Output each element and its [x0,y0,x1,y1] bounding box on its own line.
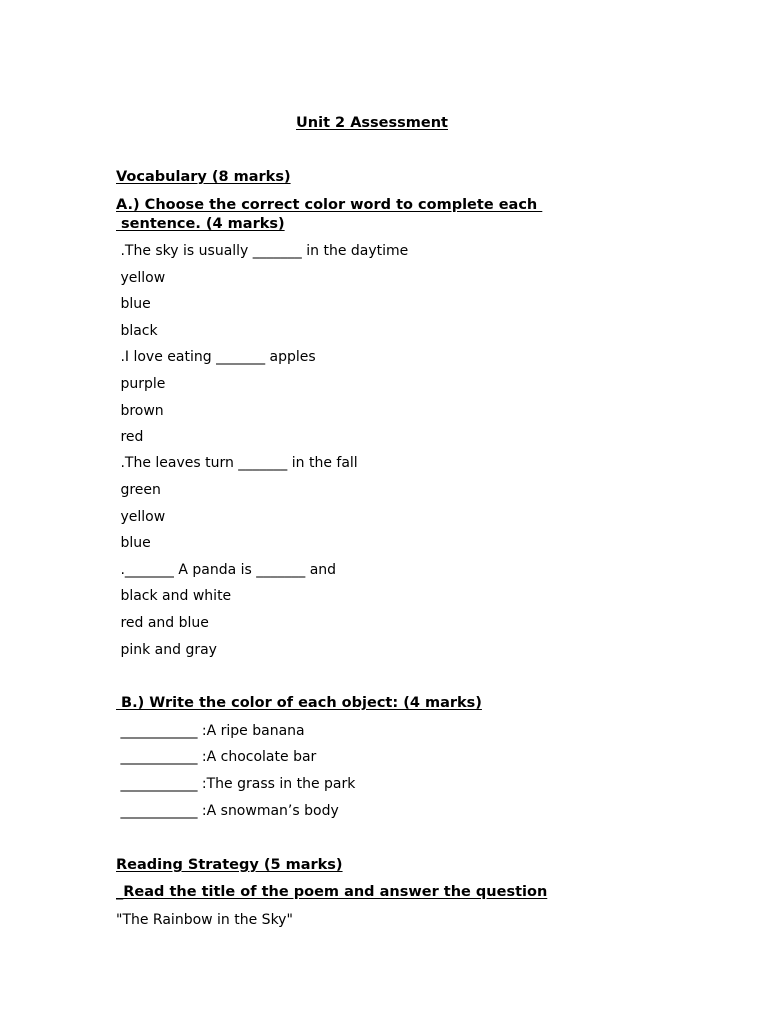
answer-option: purple [116,376,166,392]
answer-option: black and white [116,588,232,604]
reading-instruction: _Read the title of the poem and answer the question [116,884,548,900]
part-a-heading-line1: A.) Choose the correct color word to complete each [116,197,543,213]
fill-in-item: ___________ :The grass in the park [116,776,356,792]
vocabulary-heading: Vocabulary (8 marks) [116,169,291,185]
answer-option: red and blue [116,615,209,631]
answer-option: brown [116,403,164,419]
part-b-heading: B.) Write the color of each object: (4 marks) [116,695,482,711]
question-prompt: .The leaves turn _______ in the fall [116,455,358,471]
fill-in-item: ___________ :A snowman’s body [116,803,339,819]
reading-strategy-heading: Reading Strategy (5 marks) [116,857,343,873]
answer-option: black [116,323,158,339]
question-prompt: ._______ A panda is _______ and [116,562,337,578]
answer-option: yellow [116,509,166,525]
answer-option: red [116,429,144,445]
question-prompt: .I love eating _______ apples [116,349,316,365]
poem-title: "The Rainbow in the Sky" [116,912,293,928]
document-title: Unit 2 Assessment [296,115,448,131]
fill-in-item: ___________ :A chocolate bar [116,749,317,765]
answer-option: blue [116,535,151,551]
fill-in-item: ___________ :A ripe banana [116,723,305,739]
answer-option: blue [116,296,151,312]
answer-option: yellow [116,270,166,286]
question-prompt: .The sky is usually _______ in the daytime [116,243,409,259]
answer-option: green [116,482,161,498]
answer-option: pink and gray [116,642,217,658]
part-a-heading-line2: sentence. (4 marks) [116,216,285,232]
